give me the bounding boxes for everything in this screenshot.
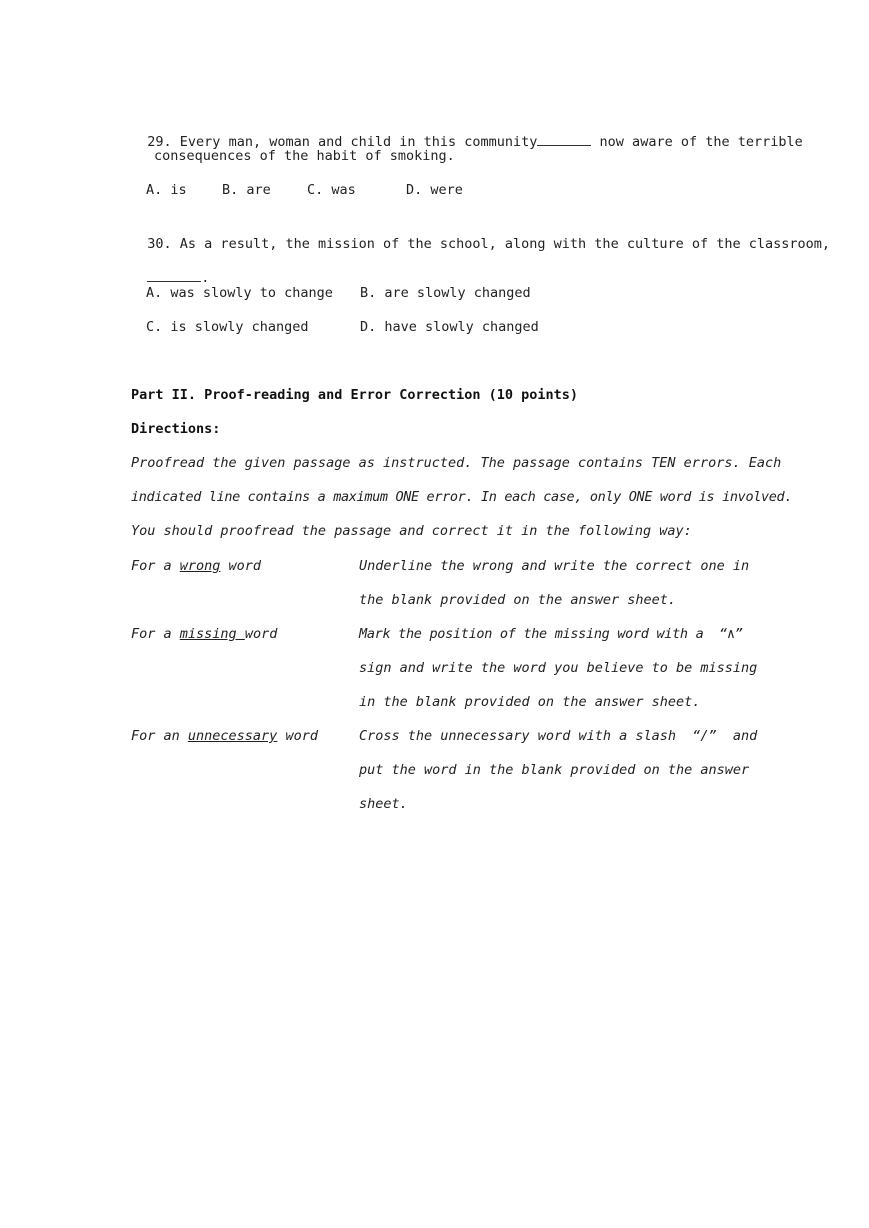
option-c: C. was bbox=[307, 182, 356, 198]
option-b: B. are slowly changed bbox=[360, 285, 531, 301]
option-d: D. have slowly changed bbox=[360, 319, 539, 335]
underlined-keyword: unnecessary bbox=[187, 728, 278, 744]
rule-wrong-label: For a wrong word bbox=[131, 558, 262, 574]
rule-unnecessary-label: For an unnecessary word bbox=[131, 728, 318, 744]
question-29-line-2: consequences of the habit of smoking. bbox=[154, 148, 455, 164]
question-text: Every man, woman and child in this community bbox=[179, 134, 538, 150]
underlined-keyword: missing bbox=[179, 626, 245, 642]
option-d: D. were bbox=[406, 182, 463, 198]
rule-missing-desc: Mark the position of the missing word with a “∧” bbox=[359, 626, 743, 642]
question-number: 30. bbox=[147, 236, 172, 252]
rule-unnecessary-desc: sheet. bbox=[359, 796, 408, 812]
question-30-line-2: . bbox=[131, 248, 209, 288]
answer-blank bbox=[147, 268, 201, 282]
rule-wrong-desc: Underline the wrong and write the correct one in bbox=[359, 558, 750, 574]
option-c: C. is slowly changed bbox=[146, 319, 309, 335]
option-a: A. is bbox=[146, 182, 187, 198]
directions-text-line: indicated line contains a maximum ONE error. In each case, only ONE word is involved. bbox=[131, 489, 793, 505]
rule-unnecessary-desc: Cross the unnecessary word with a slash “/” and bbox=[359, 728, 758, 744]
rule-missing-desc: in the blank provided on the answer sheet. bbox=[359, 694, 701, 710]
rule-unnecessary-desc: put the word in the blank provided on the answer bbox=[359, 762, 750, 778]
answer-blank bbox=[537, 132, 591, 146]
directions-label: Directions: bbox=[131, 421, 221, 437]
question-number: 29. bbox=[147, 134, 172, 150]
rule-missing-desc: sign and write the word you believe to be missing bbox=[359, 660, 758, 676]
question-30-line-1 bbox=[131, 214, 830, 254]
question-text: As a result, the mission of the school, along with the culture of the classroom, bbox=[179, 236, 831, 252]
directions-text-line: You should proofread the passage and correct it in the following way: bbox=[131, 523, 692, 539]
directions-text-line: Proofread the given passage as instructed. The passage contains TEN errors. Each bbox=[131, 455, 782, 471]
question-text: now aware of the terrible bbox=[591, 134, 803, 150]
rule-missing-label: For a missing word bbox=[131, 626, 278, 642]
option-a: A. was slowly to change bbox=[146, 285, 333, 301]
option-b: B. are bbox=[222, 182, 271, 198]
rule-wrong-desc: the blank provided on the answer sheet. bbox=[359, 592, 676, 608]
underlined-keyword: wrong bbox=[179, 558, 221, 574]
section-heading: Part II. Proof-reading and Error Correction (10 points) bbox=[131, 387, 579, 403]
